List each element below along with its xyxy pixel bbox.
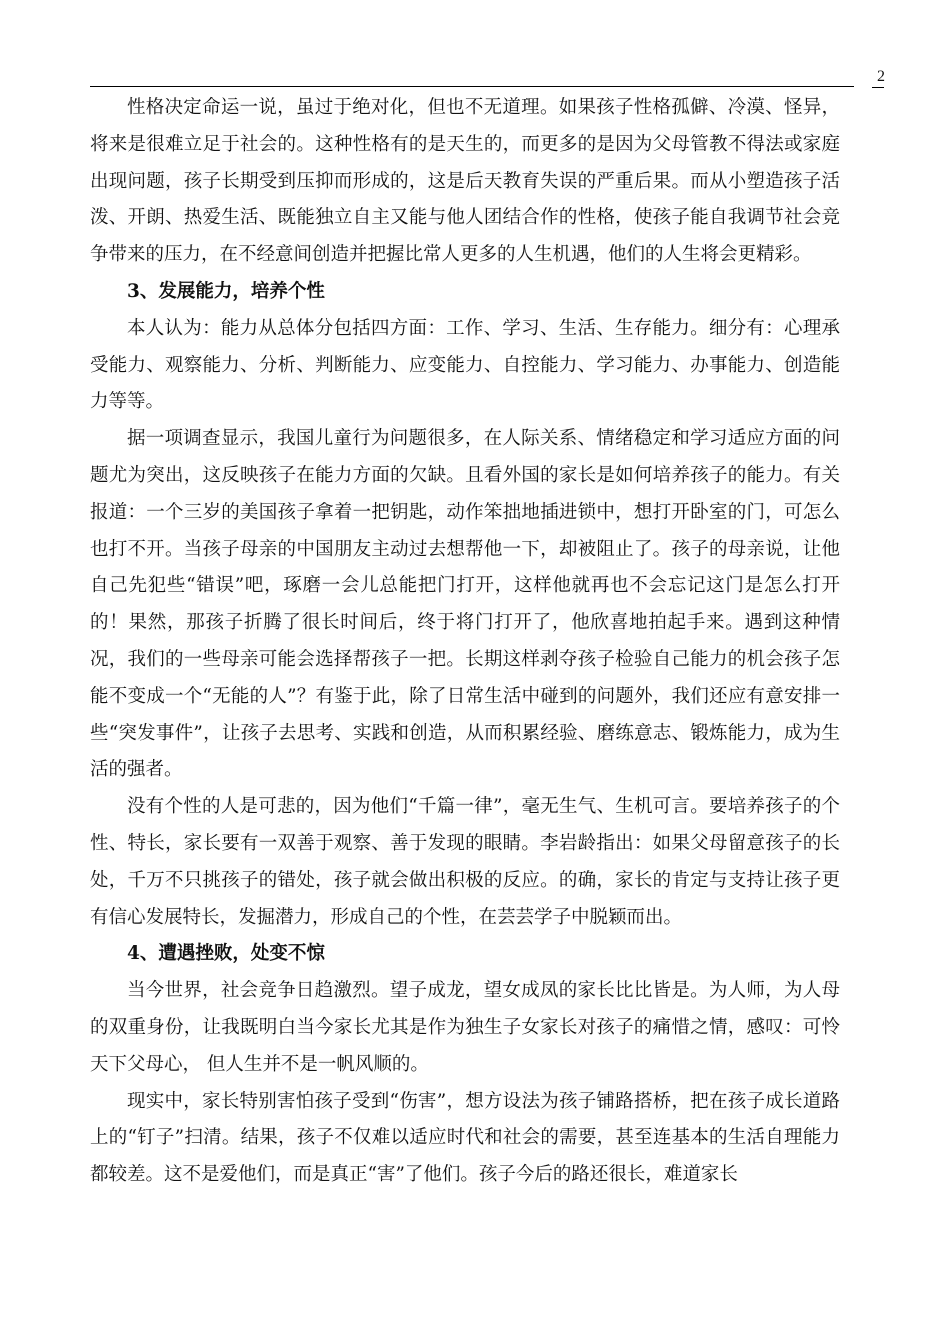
paragraph-survey-example: 据一项调查显示，我国儿童行为问题很多，在人际关系、情绪稳定和学习适应方面的问题尤为突出，这反映孩子在能力方面的欠缺。且看外国的家长是如何培养孩子的能力。有关报道：一个三岁的美国孩子拿着一把钥匙，动作笨拙地插进锁中，想打开卧室的门，可怎么也打不开。当孩子母亲的中国朋友主动过去想帮他一下，却被阻止了。孩子的母亲说，让他自己先犯些“错误”吧，琢磨一会儿总能把门打开，这样他就再也不会忘记这门是怎么打开的！果然，那孩子折腾了很长时间后，终于将门打开了，他欣喜地拍起手来。遇到这种情况，我们的一些母亲可能会选择帮孩子一把。长期这样剥夺孩子检验自己能力的机会孩子怎能不变成一个“无能的人”？有鉴于此，除了日常生活中碰到的问题外，我们还应有意安排一些“突发事件”，让孩子去思考、实践和创造，从而积累经验、磨练意志、锻炼能力，成为生活的强者。 — [90, 428, 840, 781]
paragraph-reality: 现实中，家长特别害怕孩子受到“伤害”，想方设法为孩子铺路搭桥，把在孩子成长道路上的“钉子”扫清。结果，孩子不仅难以适应时代和社会的需要，甚至连基本的生活自理能力都较差。这不是爱他们，而是真正“害”了他们。孩子今后的路还很长，难道家长 — [90, 1090, 840, 1186]
paragraph-competition: 当今世界，社会竞争日趋激烈。望子成龙，望女成凤的家长比比皆是。为人师，为人母的双重身份，让我既明白当今家长尤其是作为独生子女家长对孩子的痛惜之情，感叹：可怜天下父母心， 但人生并不是一帆风顺的。 — [90, 980, 840, 1075]
section-heading-3: 3、发展能力，培养个性 — [127, 280, 325, 302]
paragraph-personality: 性格决定命运一说，虽过于绝对化，但也不无道理。如果孩子性格孤僻、冷漠、怪异，将来是很难立足于社会的。这种性格有的是天生的，而更多的是因为父母管教不得法或家庭出现问题，孩子长期受到压抑而形成的，这是后天教育失误的严重后果。而从小塑造孩子活泼、开朗、热爱生活、既能独立自主又能与他人团结合作的性格，使孩子能自我调节社会竞争带来的压力，在不经意间创造并把握比常人更多的人生机遇，他们的人生将会更精彩。 — [90, 97, 840, 266]
paragraph-individuality: 没有个性的人是可悲的，因为他们“千篇一律”，毫无生气、生机可言。要培养孩子的个性、特长，家长要有一双善于观察、善于发现的眼睛。李岩龄指出：如果父母留意孩子的长处，千万不只挑孩子的错处，孩子就会做出积极的反应。的确，家长的肯定与支持让孩子更有信心发展特长，发掘潜力，形成自己的个性，在芸芸学子中脱颖而出。 — [90, 796, 840, 928]
header-rule — [90, 86, 854, 87]
section-heading-4: 4、遭遇挫败，处变不惊 — [127, 943, 325, 965]
page-number-underline — [872, 87, 884, 88]
paragraph-ability-definition: 本人认为：能力从总体分包括四方面：工作、学习、生活、生存能力。细分有：心理承受能力、观察能力、分析、判断能力、应变能力、自控能力、学习能力、办事能力、创造能力等等。 — [90, 317, 840, 413]
document-body — [90, 90, 840, 1194]
page-number: 2 — [877, 68, 885, 85]
